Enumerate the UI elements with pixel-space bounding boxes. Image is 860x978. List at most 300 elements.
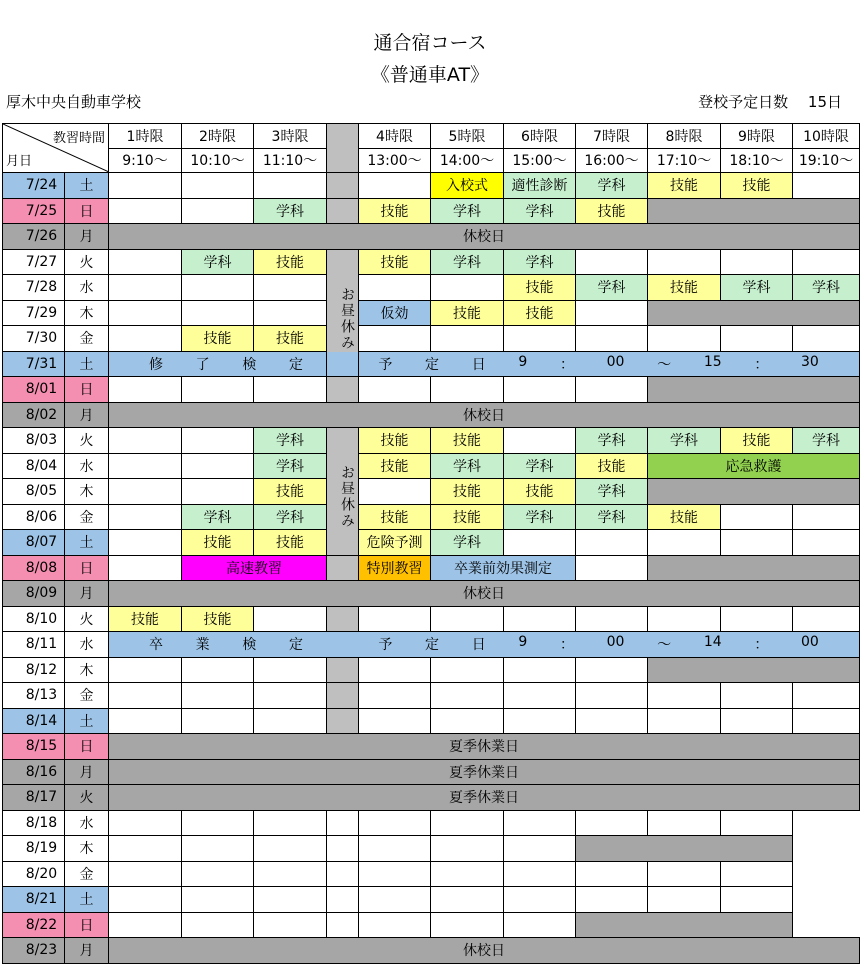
lesson-cell bbox=[109, 912, 182, 938]
lunch-header bbox=[327, 124, 359, 173]
table-row bbox=[3, 326, 860, 352]
lesson-cell: 学科 bbox=[254, 453, 327, 479]
lesson-cell bbox=[182, 708, 254, 734]
table-row bbox=[3, 606, 860, 632]
weekday-cell: 火 bbox=[65, 785, 109, 811]
lesson-cell bbox=[721, 249, 793, 275]
weekday-cell: 日 bbox=[65, 377, 109, 403]
table-row bbox=[3, 785, 860, 811]
lesson-cell bbox=[359, 606, 431, 632]
table-row bbox=[3, 351, 860, 377]
lunch-break-cell bbox=[327, 173, 359, 199]
lesson-cell: 技能 bbox=[504, 479, 576, 505]
lesson-cell bbox=[254, 300, 327, 326]
lesson-cell bbox=[721, 683, 793, 709]
lesson-cell: 学科 bbox=[504, 198, 576, 224]
lesson-cell: 仮効 bbox=[359, 300, 431, 326]
lesson-cell bbox=[576, 300, 648, 326]
date-cell: 8/19 bbox=[3, 836, 65, 862]
lesson-cell: 技能 bbox=[359, 453, 431, 479]
weekday-cell: 土 bbox=[65, 530, 109, 556]
lesson-cell bbox=[327, 836, 359, 862]
exam-text: 日 bbox=[471, 356, 486, 373]
weekday-cell: 月 bbox=[65, 581, 109, 607]
lesson-cell bbox=[504, 683, 576, 709]
lesson-cell: 学科 bbox=[431, 249, 504, 275]
exam-text: 検 bbox=[242, 356, 257, 373]
lesson-cell bbox=[576, 657, 648, 683]
weekday-cell: 月 bbox=[65, 759, 109, 785]
lesson-cell bbox=[721, 326, 793, 352]
date-cell: 8/15 bbox=[3, 734, 65, 760]
lesson-cell: 技能 bbox=[504, 300, 576, 326]
lesson-cell bbox=[576, 530, 648, 556]
exam-text: 業 bbox=[195, 637, 210, 654]
period-label: 7時限 bbox=[576, 124, 648, 149]
lesson-cell bbox=[109, 887, 182, 913]
lesson-cell: 学科 bbox=[182, 504, 254, 530]
lesson-cell bbox=[182, 683, 254, 709]
lesson-cell bbox=[721, 708, 793, 734]
weekday-cell: 水 bbox=[65, 810, 109, 836]
exam-text: 予 bbox=[378, 356, 393, 373]
lesson-cell: 学科 bbox=[648, 428, 721, 454]
lesson-cell: 技能 bbox=[359, 198, 431, 224]
lesson-cell bbox=[254, 708, 327, 734]
lesson-cell bbox=[648, 810, 721, 836]
lesson-cell bbox=[182, 861, 254, 887]
lesson-cell bbox=[254, 606, 327, 632]
table-row bbox=[3, 275, 860, 301]
lunch-break-cell bbox=[327, 377, 359, 403]
lesson-cell bbox=[327, 810, 359, 836]
weekday-cell: 火 bbox=[65, 428, 109, 454]
date-cell: 8/06 bbox=[3, 504, 65, 530]
weekday-cell: 土 bbox=[65, 173, 109, 199]
exam-day-cell bbox=[109, 351, 860, 377]
lesson-cell bbox=[648, 683, 721, 709]
page-title: 通合宿コース bbox=[373, 32, 487, 54]
lesson-cell bbox=[254, 275, 327, 301]
lesson-cell: 技能 bbox=[254, 249, 327, 275]
date-cell: 8/16 bbox=[3, 759, 65, 785]
table-row bbox=[3, 759, 860, 785]
weekday-cell: 土 bbox=[65, 708, 109, 734]
lesson-cell: 入校式 bbox=[431, 173, 504, 199]
exam-text bbox=[336, 634, 346, 654]
lesson-cell bbox=[359, 275, 431, 301]
weekday-cell: 木 bbox=[65, 300, 109, 326]
period-time: 9:10～ bbox=[109, 148, 182, 173]
period-time: 11:10～ bbox=[254, 148, 327, 173]
lesson-cell bbox=[327, 887, 359, 913]
period-label: 8時限 bbox=[648, 124, 721, 149]
lesson-cell bbox=[793, 173, 860, 199]
lesson-cell: 技能 bbox=[254, 530, 327, 556]
lesson-cell: 技能 bbox=[648, 275, 721, 301]
lesson-cell bbox=[721, 810, 793, 836]
date-cell: 7/29 bbox=[3, 300, 65, 326]
closed-day-cell: 休校日 bbox=[109, 402, 860, 428]
weekday-cell: 水 bbox=[65, 632, 109, 658]
period-time: 13:00～ bbox=[359, 148, 431, 173]
table-row bbox=[3, 198, 860, 224]
lesson-cell: 技能 bbox=[182, 606, 254, 632]
closed-day-cell: 休校日 bbox=[109, 224, 860, 250]
lesson-cell: 卒業前効果測定 bbox=[431, 555, 576, 581]
lesson-cell bbox=[431, 836, 504, 862]
lesson-cell bbox=[109, 326, 182, 352]
lesson-cell bbox=[504, 606, 576, 632]
header-row bbox=[3, 148, 860, 173]
lesson-cell: 学科 bbox=[793, 275, 860, 301]
lesson-cell bbox=[504, 428, 576, 454]
lesson-cell bbox=[648, 606, 721, 632]
exam-text: 9 bbox=[518, 353, 528, 370]
lesson-cell: 技能 bbox=[359, 428, 431, 454]
lesson-cell bbox=[109, 453, 182, 479]
lunch-break-cell bbox=[327, 198, 359, 224]
exam-text: 30 bbox=[800, 353, 819, 370]
lesson-cell bbox=[254, 887, 327, 913]
period-label: 6時限 bbox=[504, 124, 576, 149]
lesson-cell bbox=[359, 708, 431, 734]
lesson-cell bbox=[648, 479, 860, 505]
lesson-cell bbox=[431, 606, 504, 632]
weekday-cell: 月 bbox=[65, 224, 109, 250]
lesson-cell bbox=[648, 657, 860, 683]
lesson-cell bbox=[109, 198, 182, 224]
table-row bbox=[3, 683, 860, 709]
weekday-cell: 土 bbox=[65, 351, 109, 377]
lesson-cell: 技能 bbox=[431, 479, 504, 505]
exam-text: 定 bbox=[425, 637, 440, 654]
exam-text: ： bbox=[754, 637, 769, 654]
lesson-cell bbox=[504, 912, 576, 938]
lesson-cell bbox=[504, 657, 576, 683]
lesson-cell bbox=[182, 479, 254, 505]
weekday-cell: 日 bbox=[65, 734, 109, 760]
closed-day-cell: 夏季休業日 bbox=[109, 785, 860, 811]
lesson-cell bbox=[254, 657, 327, 683]
lesson-cell bbox=[504, 887, 576, 913]
page-subtitle: 《普通車AT》 bbox=[370, 64, 490, 86]
closed-day-cell: 夏季休業日 bbox=[109, 734, 860, 760]
table-row bbox=[3, 173, 860, 199]
period-label: 10時限 bbox=[793, 124, 860, 149]
period-time: 15:00～ bbox=[504, 148, 576, 173]
lesson-cell bbox=[359, 173, 431, 199]
date-cell: 8/05 bbox=[3, 479, 65, 505]
table-row bbox=[3, 428, 860, 454]
table-row bbox=[3, 887, 860, 913]
lesson-cell bbox=[254, 810, 327, 836]
lesson-cell bbox=[254, 861, 327, 887]
lesson-cell bbox=[182, 912, 254, 938]
weekday-cell: 月 bbox=[65, 402, 109, 428]
lesson-cell bbox=[504, 377, 576, 403]
weekday-cell: 日 bbox=[65, 912, 109, 938]
lesson-cell bbox=[431, 377, 504, 403]
lesson-cell bbox=[327, 861, 359, 887]
lesson-cell bbox=[182, 300, 254, 326]
lesson-cell bbox=[182, 887, 254, 913]
date-cell: 8/12 bbox=[3, 657, 65, 683]
lesson-cell bbox=[109, 657, 182, 683]
lesson-cell bbox=[648, 326, 721, 352]
lesson-cell bbox=[182, 453, 254, 479]
lesson-cell bbox=[504, 326, 576, 352]
lesson-cell: 技能 bbox=[721, 428, 793, 454]
lesson-cell bbox=[431, 657, 504, 683]
closed-day-cell: 休校日 bbox=[109, 581, 860, 607]
table-row bbox=[3, 249, 860, 275]
lesson-cell: 技能 bbox=[182, 530, 254, 556]
corner-top-label: 教習時間 bbox=[52, 131, 105, 146]
lesson-cell: 技能 bbox=[431, 300, 504, 326]
date-cell: 8/11 bbox=[3, 632, 65, 658]
weekday-cell: 日 bbox=[65, 555, 109, 581]
exam-text: 14 bbox=[703, 634, 722, 651]
period-label: 9時限 bbox=[721, 124, 793, 149]
lesson-cell bbox=[254, 683, 327, 709]
date-cell: 8/17 bbox=[3, 785, 65, 811]
lesson-cell bbox=[431, 887, 504, 913]
lesson-cell bbox=[182, 275, 254, 301]
lesson-cell bbox=[109, 377, 182, 403]
lesson-cell: 技能 bbox=[109, 606, 182, 632]
lesson-cell bbox=[359, 887, 431, 913]
exam-text: 00 bbox=[800, 634, 819, 651]
lesson-cell: 技能 bbox=[254, 479, 327, 505]
table-row bbox=[3, 224, 860, 250]
lunch-break-cell bbox=[327, 708, 359, 734]
lesson-cell bbox=[576, 836, 793, 862]
lesson-cell bbox=[793, 504, 860, 530]
lesson-cell bbox=[182, 657, 254, 683]
weekday-cell: 火 bbox=[65, 249, 109, 275]
table-row bbox=[3, 734, 860, 760]
exam-text: 卒 bbox=[149, 637, 163, 654]
lesson-cell bbox=[648, 377, 860, 403]
lesson-cell bbox=[648, 249, 721, 275]
date-cell: 8/21 bbox=[3, 887, 65, 913]
lesson-cell bbox=[109, 683, 182, 709]
lesson-cell: 学科 bbox=[254, 504, 327, 530]
exam-text: 15 bbox=[703, 353, 722, 370]
lesson-cell bbox=[793, 683, 860, 709]
date-cell: 8/14 bbox=[3, 708, 65, 734]
exam-day-cell bbox=[109, 632, 860, 658]
table-row bbox=[3, 504, 860, 530]
exam-text: 00 bbox=[606, 353, 625, 370]
lesson-cell bbox=[721, 504, 793, 530]
exam-text: 予 bbox=[378, 637, 393, 654]
date-cell: 8/20 bbox=[3, 861, 65, 887]
date-cell: 7/24 bbox=[3, 173, 65, 199]
table-row bbox=[3, 632, 860, 658]
lunch-break-cell: お昼休み bbox=[327, 428, 359, 556]
period-time: 10:10～ bbox=[182, 148, 254, 173]
table-row bbox=[3, 810, 860, 836]
lesson-cell: 高速教習 bbox=[182, 555, 327, 581]
lesson-cell: 学科 bbox=[431, 530, 504, 556]
lesson-cell: 技能 bbox=[359, 504, 431, 530]
lesson-cell bbox=[109, 275, 182, 301]
exam-text: ： bbox=[559, 356, 574, 373]
lesson-cell: 技能 bbox=[182, 326, 254, 352]
exam-text: 定 bbox=[289, 356, 304, 373]
lesson-cell: 技能 bbox=[648, 504, 721, 530]
lesson-cell bbox=[109, 861, 182, 887]
lesson-cell bbox=[182, 173, 254, 199]
lesson-cell: 学科 bbox=[504, 453, 576, 479]
date-cell: 8/04 bbox=[3, 453, 65, 479]
lesson-cell: 適性診断 bbox=[504, 173, 576, 199]
lesson-cell bbox=[721, 606, 793, 632]
schedule-table bbox=[2, 123, 858, 966]
lesson-cell bbox=[721, 887, 793, 913]
weekday-cell: 木 bbox=[65, 479, 109, 505]
exam-text: 日 bbox=[471, 637, 486, 654]
header-row bbox=[3, 124, 860, 149]
closed-day-cell: 夏季休業日 bbox=[109, 759, 860, 785]
lesson-cell: 技能 bbox=[431, 428, 504, 454]
exam-text: 了 bbox=[195, 356, 210, 373]
lesson-cell bbox=[576, 912, 793, 938]
lesson-cell bbox=[359, 377, 431, 403]
lesson-cell bbox=[359, 912, 431, 938]
exam-text: 修 bbox=[149, 356, 163, 373]
lesson-cell: 学科 bbox=[182, 249, 254, 275]
lesson-cell: 学科 bbox=[431, 198, 504, 224]
table-row bbox=[3, 479, 860, 505]
header-corner bbox=[3, 124, 109, 173]
attendance-days: 登校予定日数 15日 bbox=[698, 93, 842, 111]
weekday-cell: 月 bbox=[65, 938, 109, 964]
exam-text: 定 bbox=[425, 356, 440, 373]
exam-text bbox=[336, 354, 346, 374]
weekday-cell: 木 bbox=[65, 836, 109, 862]
lesson-cell: 学科 bbox=[576, 428, 648, 454]
lesson-cell: 特別教習 bbox=[359, 555, 431, 581]
table-row bbox=[3, 836, 860, 862]
lesson-cell: 学科 bbox=[504, 504, 576, 530]
date-cell: 7/27 bbox=[3, 249, 65, 275]
lesson-cell bbox=[109, 836, 182, 862]
period-label: 5時限 bbox=[431, 124, 504, 149]
school-name: 厚木中央自動車学校 bbox=[6, 93, 142, 111]
lesson-cell bbox=[431, 326, 504, 352]
lesson-cell bbox=[648, 530, 721, 556]
lesson-cell: 学科 bbox=[504, 249, 576, 275]
lunch-break-cell bbox=[327, 657, 359, 683]
period-time: 19:10～ bbox=[793, 148, 860, 173]
lesson-cell bbox=[359, 810, 431, 836]
lesson-cell bbox=[327, 912, 359, 938]
lesson-cell bbox=[576, 377, 648, 403]
exam-text: 定 bbox=[289, 637, 304, 654]
lesson-cell: 技能 bbox=[648, 173, 721, 199]
lunch-break-cell: お昼休み bbox=[327, 249, 359, 377]
lesson-cell bbox=[109, 504, 182, 530]
lesson-cell bbox=[504, 810, 576, 836]
date-cell: 8/02 bbox=[3, 402, 65, 428]
lesson-cell: 技能 bbox=[431, 504, 504, 530]
weekday-cell: 金 bbox=[65, 861, 109, 887]
date-cell: 8/07 bbox=[3, 530, 65, 556]
period-label: 3時限 bbox=[254, 124, 327, 149]
lesson-cell bbox=[359, 657, 431, 683]
date-cell: 8/13 bbox=[3, 683, 65, 709]
lesson-cell bbox=[721, 861, 793, 887]
lesson-cell: 学科 bbox=[576, 504, 648, 530]
lesson-cell: 技能 bbox=[721, 173, 793, 199]
lesson-cell bbox=[648, 887, 721, 913]
weekday-cell: 金 bbox=[65, 326, 109, 352]
lesson-cell bbox=[793, 249, 860, 275]
lesson-cell: 学科 bbox=[721, 275, 793, 301]
lesson-cell: 技能 bbox=[254, 326, 327, 352]
period-label: 1時限 bbox=[109, 124, 182, 149]
lesson-cell bbox=[793, 606, 860, 632]
date-cell: 8/23 bbox=[3, 938, 65, 964]
lesson-cell: 危険予測 bbox=[359, 530, 431, 556]
table-row bbox=[3, 708, 860, 734]
date-cell: 8/22 bbox=[3, 912, 65, 938]
date-cell: 8/10 bbox=[3, 606, 65, 632]
table-row bbox=[3, 453, 860, 479]
lesson-cell bbox=[254, 377, 327, 403]
lesson-cell: 技能 bbox=[359, 249, 431, 275]
date-cell: 7/28 bbox=[3, 275, 65, 301]
table-row bbox=[3, 938, 860, 964]
weekday-cell: 日 bbox=[65, 198, 109, 224]
lesson-cell bbox=[182, 428, 254, 454]
date-cell: 7/31 bbox=[3, 351, 65, 377]
lesson-cell: 学科 bbox=[576, 173, 648, 199]
lesson-cell bbox=[576, 887, 648, 913]
period-time: 16:00～ bbox=[576, 148, 648, 173]
lesson-cell bbox=[182, 810, 254, 836]
lesson-cell bbox=[109, 810, 182, 836]
exam-text: ～ bbox=[657, 637, 672, 654]
exam-text: 9 bbox=[518, 634, 528, 651]
lesson-cell bbox=[109, 173, 182, 199]
weekday-cell: 水 bbox=[65, 453, 109, 479]
lesson-cell bbox=[109, 249, 182, 275]
corner-bottom-label: 月日 bbox=[6, 154, 33, 169]
lesson-cell bbox=[576, 708, 648, 734]
lesson-cell bbox=[648, 861, 721, 887]
weekday-cell: 木 bbox=[65, 657, 109, 683]
table-row bbox=[3, 912, 860, 938]
lesson-cell bbox=[648, 300, 860, 326]
table-row bbox=[3, 402, 860, 428]
lesson-cell bbox=[576, 683, 648, 709]
lesson-cell: 学科 bbox=[576, 275, 648, 301]
lesson-cell: 技能 bbox=[576, 453, 648, 479]
lesson-cell bbox=[109, 300, 182, 326]
weekday-cell: 金 bbox=[65, 683, 109, 709]
lesson-cell bbox=[431, 683, 504, 709]
lesson-cell bbox=[504, 836, 576, 862]
lesson-cell bbox=[793, 530, 860, 556]
lesson-cell bbox=[431, 912, 504, 938]
weekday-cell: 火 bbox=[65, 606, 109, 632]
lesson-cell bbox=[576, 810, 648, 836]
lesson-cell bbox=[359, 326, 431, 352]
